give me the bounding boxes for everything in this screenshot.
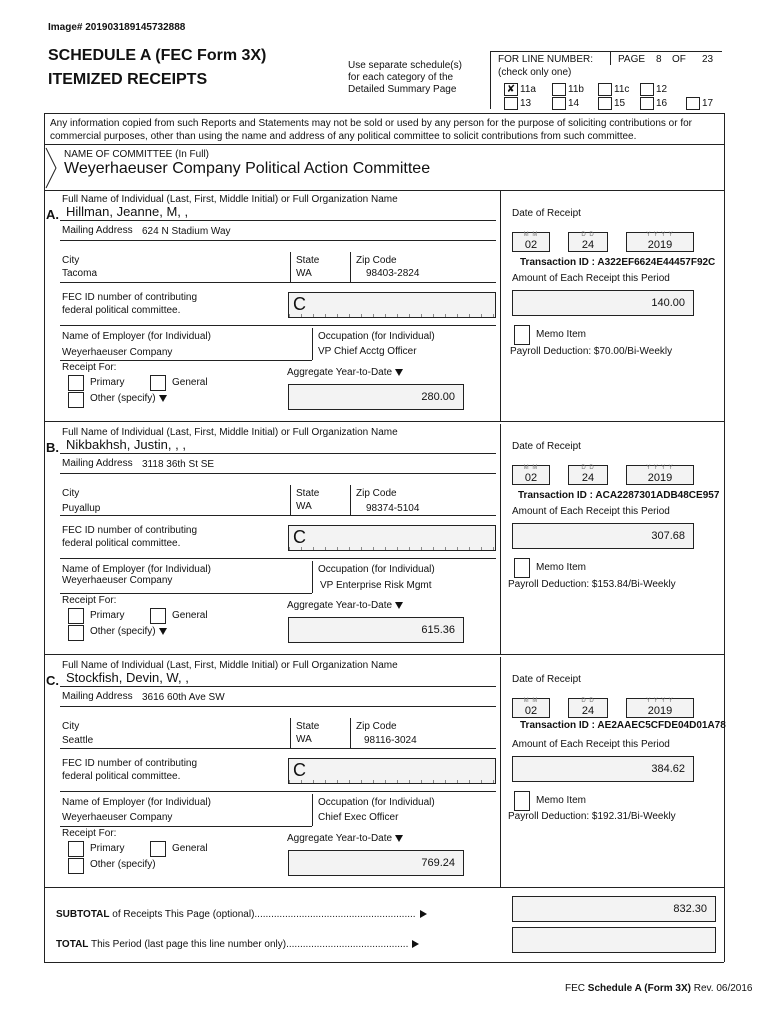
checkbox-11b[interactable] [552, 83, 566, 96]
arrow-right-icon [420, 910, 427, 918]
aggregate-label [287, 600, 403, 611]
aggregate-field[interactable]: 280.00 [288, 384, 464, 410]
fec-id-label-2: federal political committee. [62, 538, 181, 549]
fec-id-prefix: C [293, 294, 306, 314]
zip-label: Zip Code [356, 255, 397, 266]
day-field[interactable] [568, 465, 608, 485]
day-field[interactable] [568, 232, 608, 252]
subtotal-label [56, 909, 427, 920]
mailing-label: Mailing Address [62, 458, 133, 469]
primary-checkbox[interactable] [68, 841, 84, 857]
fec-id-label-1: FEC ID number of contributing [62, 758, 198, 769]
employer-label: Name of Employer (for Individual) [62, 797, 211, 808]
amount-field[interactable]: 140.00 [512, 290, 694, 316]
chevron-down-icon [395, 369, 403, 376]
memo-checkbox[interactable] [514, 791, 530, 811]
amount-field[interactable]: 307.68 [512, 523, 694, 549]
checkbox-13[interactable] [504, 97, 518, 110]
year-value: 2019 [647, 705, 673, 717]
fec-id-prefix: C [293, 527, 306, 547]
dd-hint: D D [581, 232, 595, 238]
month-value: 02 [524, 239, 538, 251]
page-total: 23 [702, 54, 714, 65]
zip-value: 98374-5104 [366, 503, 420, 514]
total-field[interactable] [512, 927, 716, 953]
mm-hint: M M [523, 232, 539, 238]
form-subtitle: ITEMIZED RECEIPTS [48, 71, 208, 88]
total-rest: This Period (last page this line number only)............................................ [88, 939, 409, 950]
primary-label: Primary [90, 610, 125, 621]
memo-checkbox[interactable] [514, 558, 530, 578]
general-checkbox[interactable] [150, 608, 166, 624]
employer-label: Name of Employer (for Individual) [62, 331, 211, 342]
transaction-id: Transaction ID : AE2AAEC5CFDE04D01A78 [520, 720, 726, 731]
year-value: 2019 [647, 472, 673, 484]
mailing-address: 624 N Stadium Way [142, 226, 231, 237]
occupation-label: Occupation (for Individual) [318, 564, 435, 575]
yyyy-hint: Y Y Y Y [646, 698, 674, 704]
label-17: 17 [702, 98, 714, 109]
receipt-for-label: Receipt For: [62, 362, 117, 373]
subtotal-bold: SUBTOTAL [56, 909, 110, 920]
fec-id-label-2: federal political committee. [62, 305, 181, 316]
total-label [56, 939, 419, 950]
year-field[interactable] [626, 465, 694, 485]
memo-label: Memo Item [536, 562, 587, 573]
committee-name: Weyerhaeuser Company Political Action Committee [64, 160, 431, 177]
footer-post: Rev. 06/2016 [690, 983, 753, 994]
fec-id-label-2: federal political committee. [62, 771, 181, 782]
zip-value: 98403-2824 [366, 268, 420, 279]
occupation-label: Occupation (for Individual) [318, 797, 435, 808]
dd-hint: D D [581, 698, 595, 704]
day-value: 24 [581, 239, 595, 251]
primary-label: Primary [90, 843, 125, 854]
general-checkbox[interactable] [150, 841, 166, 857]
zip-value: 98116-3024 [364, 735, 417, 746]
fec-id-label-1: FEC ID number of contributing [62, 525, 198, 536]
chevron-down-icon [395, 602, 403, 609]
employer-value: Weyerhaeuser Company [62, 812, 173, 823]
month-field[interactable] [512, 232, 550, 252]
month-field[interactable] [512, 465, 550, 485]
contributor-name: Hillman, Jeanne, M, , [66, 204, 189, 219]
yyyy-hint: Y Y Y Y [646, 232, 674, 238]
checkbox-11a[interactable]: ✘ [504, 83, 518, 96]
general-label: General [172, 843, 208, 854]
fec-id-label-1: FEC ID number of contributing [62, 292, 198, 303]
entry-letter: C. [46, 673, 59, 688]
separate-schedule-note: Use separate schedule(s) for each category of the Detailed Summary Page [348, 60, 462, 95]
page-label: PAGE [618, 54, 646, 65]
memo-label: Memo Item [536, 329, 587, 340]
year-field[interactable] [626, 698, 694, 718]
amount-label: Amount of Each Receipt this Period [512, 273, 670, 284]
check-only-one: (check only one) [498, 67, 572, 78]
occupation-label: Occupation (for Individual) [318, 331, 435, 342]
mm-hint: M M [523, 698, 539, 704]
of-label: OF [672, 54, 686, 65]
other-checkbox[interactable] [68, 392, 84, 408]
transaction-id: Transaction ID : ACA2287301ADB48CE957 [518, 490, 720, 501]
chevron-down-icon [159, 395, 167, 402]
month-field[interactable] [512, 698, 550, 718]
city-label: City [62, 721, 80, 732]
checkbox-16[interactable] [640, 97, 654, 110]
checkbox-15[interactable] [598, 97, 612, 110]
date-of-receipt-label: Date of Receipt [512, 441, 581, 452]
amount-label: Amount of Each Receipt this Period [512, 506, 670, 517]
other-checkbox[interactable] [68, 858, 84, 874]
occupation-value: VP Chief Acctg Officer [318, 346, 417, 357]
receipt-for-label: Receipt For: [62, 595, 117, 606]
city-label: City [62, 255, 80, 266]
memo-label: Memo Item [536, 795, 587, 806]
mailing-address: 3118 36th St SE [142, 459, 215, 470]
month-value: 02 [524, 705, 538, 717]
state-label: State [296, 721, 320, 732]
transaction-id: Transaction ID : A322EF6624E44457F92C [520, 257, 716, 268]
state-value: WA [296, 734, 312, 745]
entry-letter: B. [46, 440, 59, 455]
contributor-name: Nikbakhsh, Justin, , , [66, 437, 186, 452]
fec-id-field[interactable] [288, 525, 496, 551]
subtotal-field[interactable]: 832.30 [512, 896, 716, 922]
employer-value: Weyerhaeuser Company [62, 575, 173, 586]
aggregate-label [287, 833, 403, 844]
label-11b: 11b [568, 84, 584, 95]
label-16: 16 [656, 98, 668, 109]
other-label [90, 393, 167, 404]
fec-id-field[interactable] [288, 292, 496, 318]
primary-checkbox[interactable] [68, 608, 84, 624]
zip-label: Zip Code [356, 721, 397, 732]
mm-hint: M M [523, 465, 539, 471]
entry-letter: A. [46, 207, 59, 222]
footer-form-id [565, 983, 752, 994]
state-label: State [296, 488, 320, 499]
image-id: Image# 201903189145732888 [48, 22, 186, 33]
line-number-box [490, 51, 722, 109]
label-15: 15 [614, 98, 626, 109]
dd-hint: D D [581, 465, 595, 471]
other-label: Other (specify) [90, 859, 156, 870]
day-field[interactable] [568, 698, 608, 718]
zip-label: Zip Code [356, 488, 397, 499]
mailing-address: 3616 60th Ave SW [142, 692, 225, 703]
yyyy-hint: Y Y Y Y [646, 465, 674, 471]
general-checkbox[interactable] [150, 375, 166, 391]
aggregate-text: Aggregate Year-to-Date [287, 600, 393, 611]
state-value: WA [296, 268, 312, 279]
city-value: Seattle [62, 735, 94, 746]
occupation-value: Chief Exec Officer [318, 812, 399, 823]
general-label: General [172, 377, 208, 388]
total-bold: TOTAL [56, 939, 89, 950]
year-field[interactable] [626, 232, 694, 252]
label-11a: 11a [520, 84, 536, 95]
label-14: 14 [568, 98, 580, 109]
memo-checkbox[interactable] [514, 325, 530, 345]
other-text: Other (specify) [90, 393, 156, 404]
state-label: State [296, 255, 320, 266]
month-value: 02 [524, 472, 538, 484]
amount-label: Amount of Each Receipt this Period [512, 739, 670, 750]
city-label: City [62, 488, 80, 499]
year-value: 2019 [647, 239, 673, 251]
footer-bold: Schedule A (Form 3X) [587, 983, 691, 994]
checkbox-17[interactable] [686, 97, 700, 110]
date-of-receipt-label: Date of Receipt [512, 674, 581, 685]
footer-pre: FEC [565, 983, 588, 994]
page-number: 8 [656, 54, 662, 65]
mailing-label: Mailing Address [62, 691, 133, 702]
occupation-value: VP Enterprise Risk Mgmt [320, 580, 432, 591]
general-label: General [172, 610, 208, 621]
checkbox-12[interactable] [640, 83, 654, 96]
committee-bracket [44, 146, 62, 190]
memo-text: Payroll Deduction: $192.31/Bi-Weekly [508, 811, 676, 822]
subtotal-rest: of Receipts This Page (optional).......................................................... [109, 909, 416, 920]
arrow-right-icon [412, 940, 419, 948]
city-value: Puyallup [62, 503, 101, 514]
full-name-label: Full Name of Individual (Last, First, Middle Initial) or Full Organization Name [62, 427, 398, 438]
other-label [90, 626, 167, 637]
mailing-label: Mailing Address [62, 225, 133, 236]
memo-text: Payroll Deduction: $153.84/Bi-Weekly [508, 579, 676, 590]
fec-id-prefix: C [293, 760, 306, 780]
other-checkbox[interactable] [68, 625, 84, 641]
city-value: Tacoma [62, 268, 98, 279]
label-13: 13 [520, 98, 532, 109]
aggregate-label [287, 367, 403, 378]
state-value: WA [296, 501, 312, 512]
aggregate-text: Aggregate Year-to-Date [287, 833, 393, 844]
full-name-label: Full Name of Individual (Last, First, Middle Initial) or Full Organization Name [62, 660, 398, 671]
aggregate-text: Aggregate Year-to-Date [287, 367, 393, 378]
day-value: 24 [581, 705, 595, 717]
full-name-label: Full Name of Individual (Last, First, Middle Initial) or Full Organization Name [62, 194, 398, 205]
aggregate-field[interactable]: 615.36 [288, 617, 464, 643]
chevron-down-icon [159, 628, 167, 635]
amount-field[interactable]: 384.62 [512, 756, 694, 782]
employer-label: Name of Employer (for Individual) [62, 564, 211, 575]
label-11c: 11c [614, 84, 630, 95]
checkbox-11c[interactable] [598, 83, 612, 96]
employer-value: Weyerhaeuser Company [62, 347, 173, 358]
checkbox-14[interactable] [552, 97, 566, 110]
committee-label: NAME OF COMMITTEE (In Full) [64, 149, 209, 160]
other-text: Other (specify) [90, 626, 156, 637]
disclaimer: Any information copied from such Reports and Statements may not be sold or used by any person for the purpose of soliciting contributions or for commercial purposes, other than using the name and address of any political committee to solicit contributions from such committee. [50, 118, 693, 142]
day-value: 24 [581, 472, 595, 484]
primary-checkbox[interactable] [68, 375, 84, 391]
contributor-name: Stockfish, Devin, W, , [66, 670, 189, 685]
label-12: 12 [656, 84, 668, 95]
memo-text: Payroll Deduction: $70.00/Bi-Weekly [510, 346, 673, 357]
fec-id-field[interactable] [288, 758, 496, 784]
line-number-label: FOR LINE NUMBER: [498, 54, 594, 65]
date-of-receipt-label: Date of Receipt [512, 208, 581, 219]
primary-label: Primary [90, 377, 125, 388]
form-title: SCHEDULE A (FEC Form 3X) [48, 47, 267, 64]
receipt-for-label: Receipt For: [62, 828, 117, 839]
chevron-down-icon [395, 835, 403, 842]
aggregate-field[interactable]: 769.24 [288, 850, 464, 876]
